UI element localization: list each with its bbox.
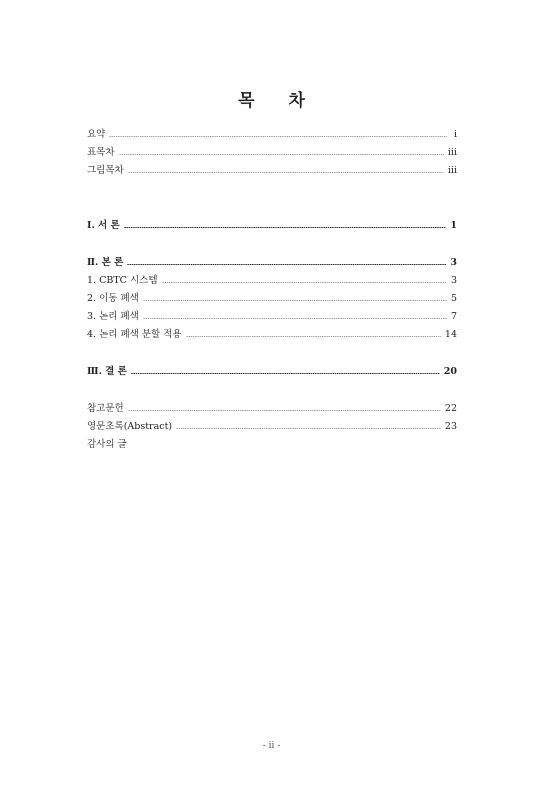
toc-section-label: 3. 논리 폐색 [87, 311, 139, 322]
toc-entry-label: 요약 [87, 129, 106, 140]
leader-dots [143, 318, 447, 319]
toc-section-logical-block[interactable] [87, 308, 457, 326]
leader-dots [109, 136, 447, 137]
toc-entry-label: 표목차 [87, 147, 115, 158]
toc-chapter-label: Ⅱ. 본 론 [87, 257, 124, 268]
toc-chapter-page: 3 [450, 257, 457, 268]
toc-chapter-label: Ⅲ. 결 론 [87, 366, 127, 377]
toc-section-label: 4. 논리 폐색 분할 적용 [87, 329, 182, 340]
toc-section-page: 7 [450, 311, 457, 322]
leader-dots [131, 373, 440, 374]
toc-section-label: 1. CBTC 시스템 [87, 275, 158, 286]
leader-dots [128, 172, 444, 173]
toc-section-label: 2. 이동 폐색 [87, 293, 139, 304]
toc-entry-page: i [453, 129, 457, 140]
toc-entry-page: iii [447, 147, 457, 158]
toc-entry-label: 그림목차 [87, 165, 124, 176]
toc-chapter-introduction[interactable] [87, 217, 457, 235]
leader-dots [119, 154, 444, 155]
toc-chapter-conclusion[interactable] [87, 363, 457, 381]
toc-entry-abstract[interactable] [87, 418, 457, 436]
toc-chapter-page: 20 [443, 366, 457, 377]
toc-chapter-label: Ⅰ. 서 론 [87, 220, 120, 231]
toc-section-page: 3 [450, 275, 457, 286]
leader-dots [176, 428, 441, 429]
toc-entry-figure-list[interactable] [87, 162, 457, 180]
leader-dots [143, 300, 447, 301]
toc-section-page: 14 [444, 329, 457, 340]
toc-entry-references[interactable] [87, 400, 457, 418]
toc-entry-label: 참고문헌 [87, 403, 124, 414]
toc-section-page: 5 [450, 293, 457, 304]
leader-dots [124, 227, 447, 228]
toc-chapter-main-body[interactable] [87, 254, 457, 272]
toc-section-logical-block-split[interactable] [87, 326, 457, 344]
leader-dots [162, 282, 447, 283]
leader-dots [128, 410, 441, 411]
toc-entry-page: 22 [444, 403, 457, 414]
toc-entry-label: 감사의 글 [87, 439, 127, 450]
toc-chapter-page: 1 [450, 220, 457, 231]
toc-entry-acknowledgements[interactable] [87, 436, 457, 454]
table-of-contents [87, 126, 457, 454]
toc-entry-label: 영문초록(Abstract) [87, 421, 173, 432]
leader-dots [186, 336, 441, 337]
toc-title: 목 차 [238, 91, 319, 111]
toc-entry-page: 23 [444, 421, 457, 432]
toc-entry-page: iii [447, 165, 457, 176]
toc-section-cbtc[interactable] [87, 272, 457, 290]
page-number-footer: - ii - [262, 741, 281, 751]
leader-dots [127, 264, 446, 265]
toc-section-moving-block[interactable] [87, 290, 457, 308]
toc-entry-table-list[interactable] [87, 144, 457, 162]
toc-entry-summary[interactable] [87, 126, 457, 144]
